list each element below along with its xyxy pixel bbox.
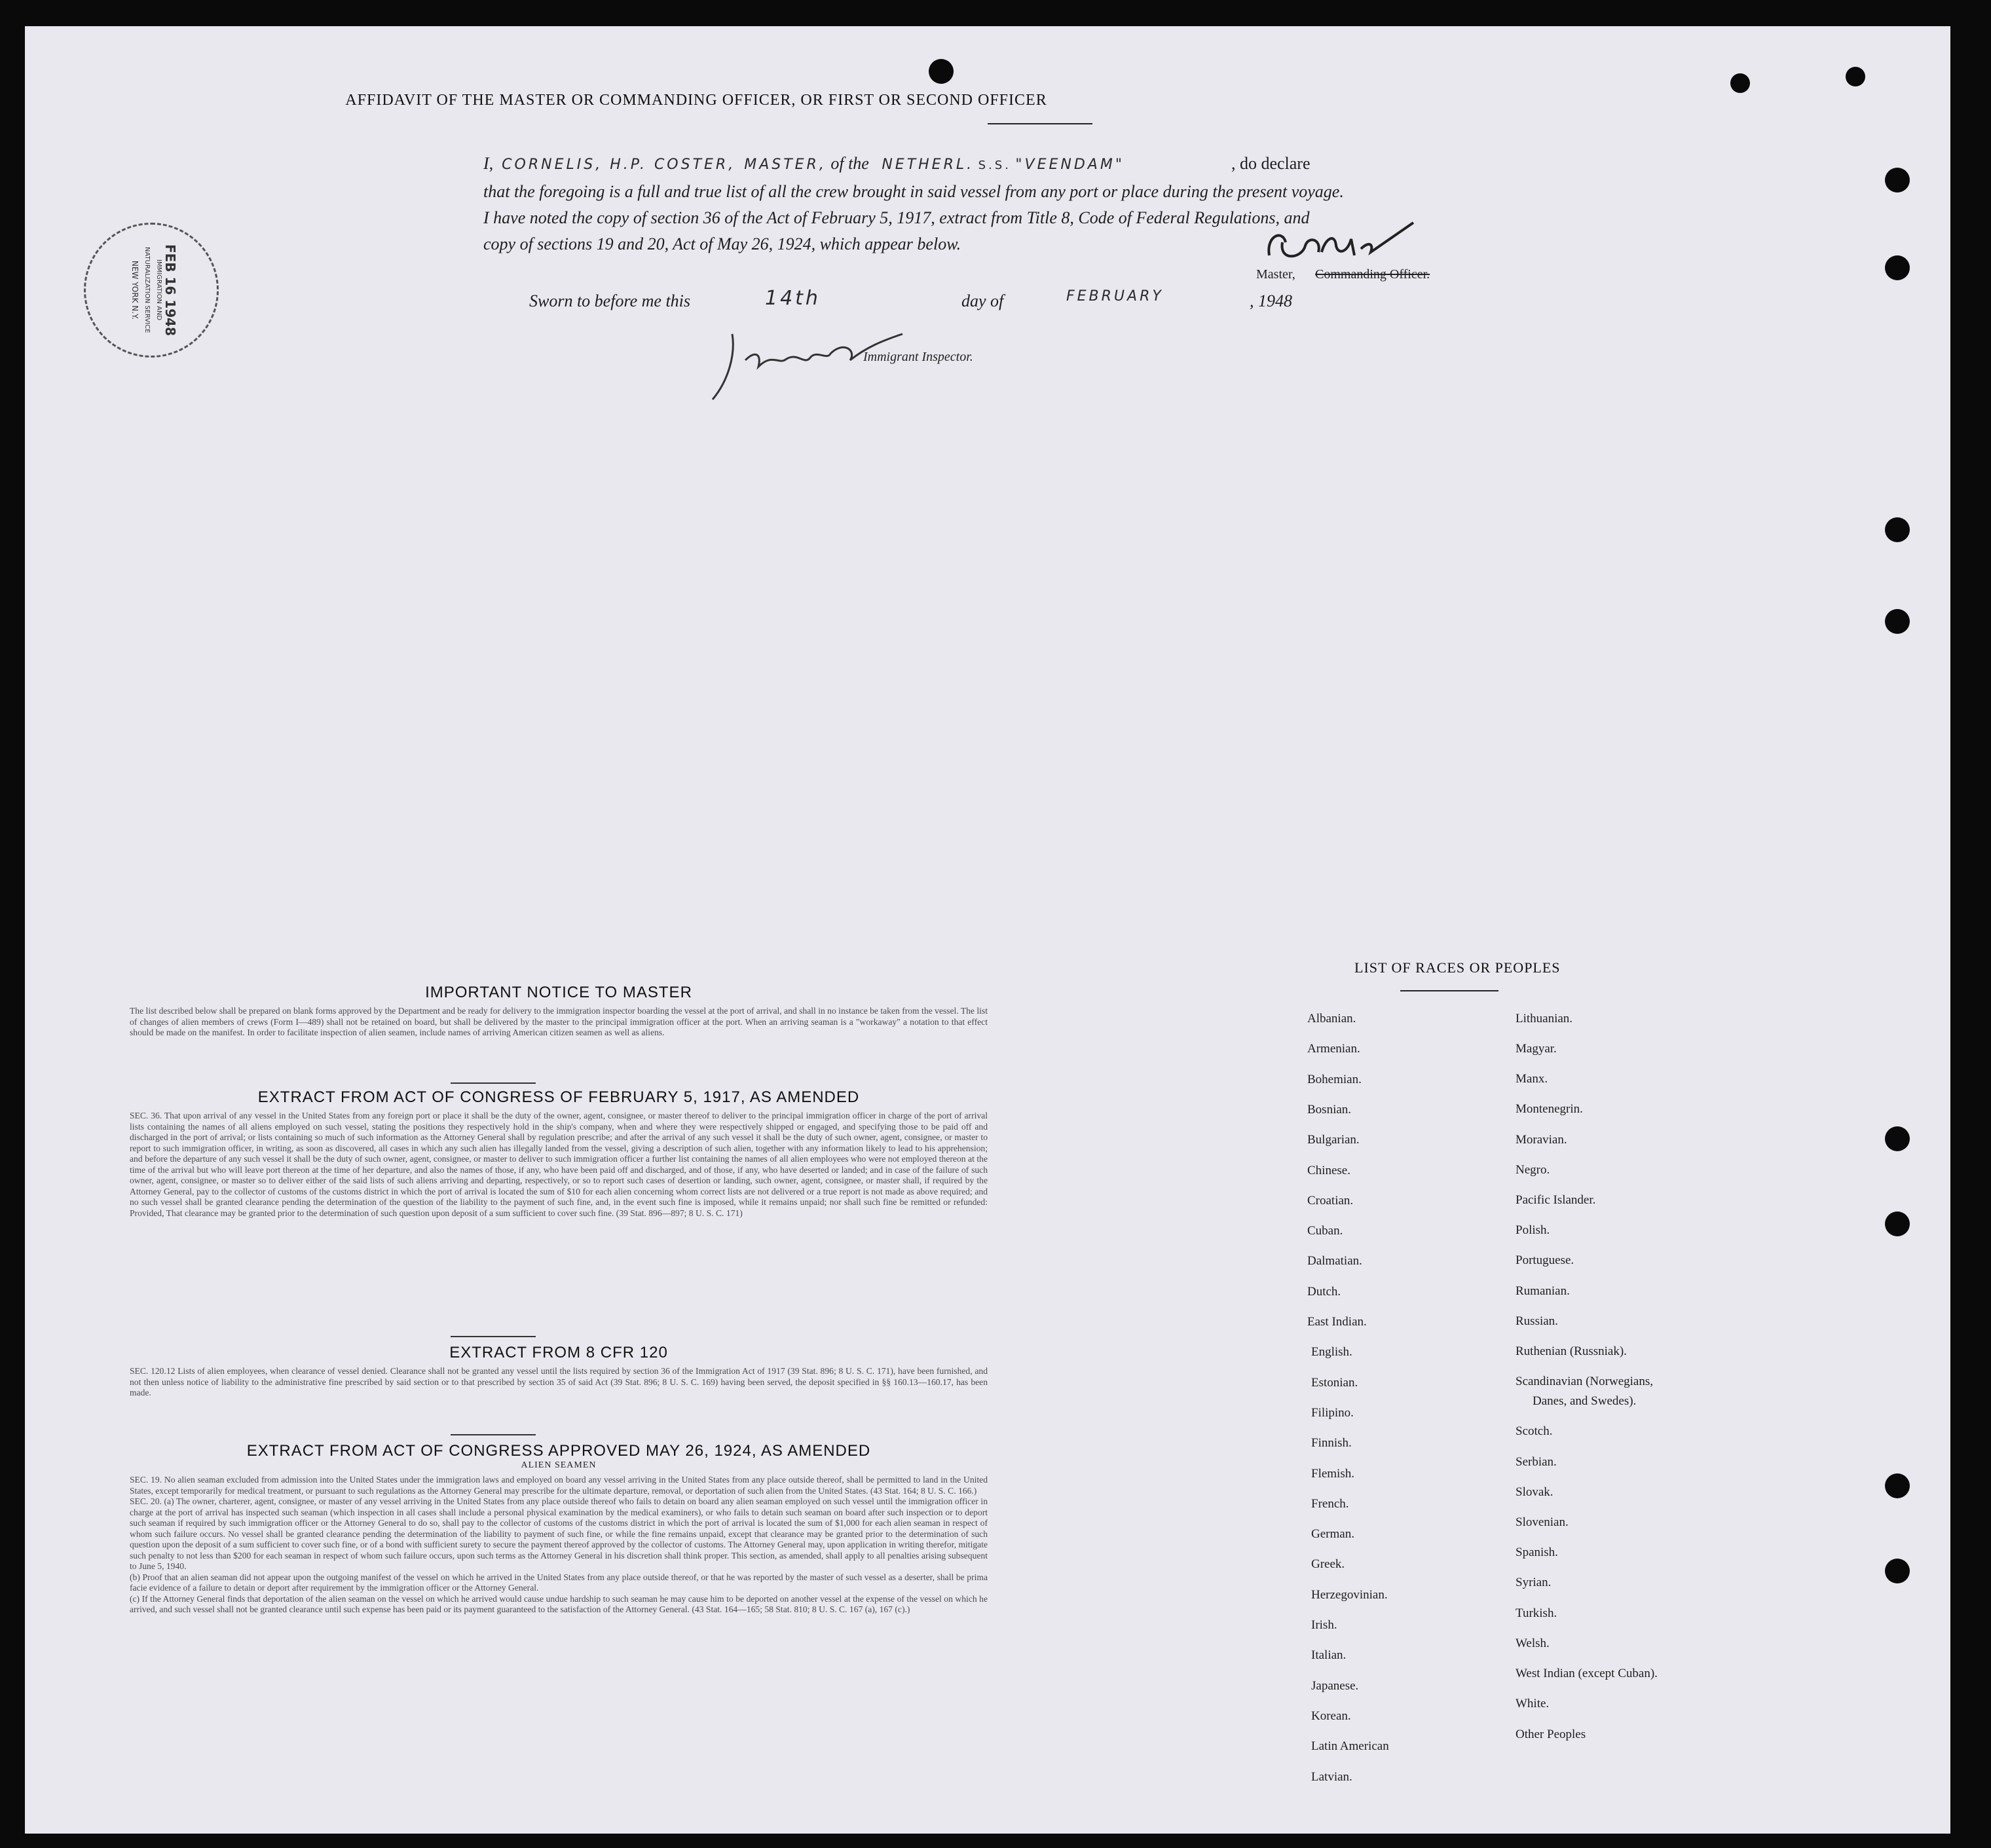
race-item: Slovak. (1516, 1485, 1554, 1499)
race-item: Chinese. (1307, 1163, 1350, 1177)
punch-hole (1885, 1559, 1910, 1583)
race-item: Serbian. (1516, 1455, 1557, 1469)
vessel-name: "VEENDAM" (1015, 157, 1125, 173)
race-item: Scandinavian (Norwegians, (1516, 1375, 1653, 1388)
race-item: Slovenian. (1516, 1515, 1569, 1529)
punch-hole (1885, 1473, 1910, 1498)
race-item: Herzegovinian. (1311, 1587, 1388, 1602)
race-item: West Indian (except Cuban). (1516, 1667, 1658, 1680)
declarant-name: CORNELIS, H.P. COSTER, (502, 157, 736, 173)
stamp-location: NEW YORK N.Y. (130, 261, 140, 320)
extract-cfr-title: EXTRACT FROM 8 CFR 120 (449, 1344, 668, 1361)
punch-hole (1730, 73, 1750, 93)
extract-1917-text: SEC. 36. That upon arrival of any vessel in the United States from any foreign port or place it shall be the duty of the owner, agent, consignee, or master thereof to deliver to the principal immigration officer in charge of the port of arrival lists containing the names of all aliens employed on such vessel, stating the positions they respectively hold in the ship's company, when and where they were respectively shipped or engaged, and specifying those to be paid off and discharged in the port of arrival; or lists containing so much of such information as the Attorney General shall by regulation prescribe; and after the arrival of any such vessel it shall be the duty of such owner, agent, consignee, or master to report to such immigration officer, in writing, as soon as discovered, all cases in which any such alien has illegally landed from the vessel, giving a description of such alien, together with any information likely to lead to his apprehension; and before the departure of any such vessel it shall be the duty of such owner, agent, consignee, or master to deliver to such immigration officer a further list containing the names of all alien employees who were not employed thereon at the time of the arrival but who will leave port thereon at the time of her departure, and also the names of those, if any, who have been paid off and discharged, and of those, if any, who have deserted or landed; and in case of the failure of such owner, agent, consignee, or master so to deliver either of the said lists of such aliens arriving and departing, respectively, or so to report such cases of desertion or landing, such owner, agent, consignee, or master shall, if required by the Attorney General, pay to the collector of customs of the customs district in which the port of arrival is located the sum of $10 for each alien concerning whom correct lists are not delivered or a true report is not made as above required; and no such vessel shall be granted clearance pending the determination of the question of the liability to the payment of such fine, and, in the event such fine is imposed, while it remains unpaid; nor shall such fine be remitted or refunded: Provided, That clearance may be granted prior to the determination of such question upon deposit of a sum sufficient to cover such fine. (39 Stat. 896—897; 8 U. S. C. 171) (130, 1111, 988, 1218)
race-item: Negro. (1516, 1163, 1550, 1177)
stamp-agency: IMMIGRATION AND NATURALIZATION SERVICE (143, 247, 162, 333)
extract-1917 (130, 1088, 988, 1219)
sworn-label: Sworn to before me this (529, 291, 691, 310)
races-rule (1400, 990, 1498, 991)
punch-hole (1885, 1211, 1910, 1236)
extract-1924 (130, 1442, 988, 1616)
section-rule (451, 1082, 536, 1084)
race-item: Bohemian. (1307, 1072, 1362, 1086)
punch-hole (1885, 609, 1910, 634)
extract-cfr-text: SEC. 120.12 Lists of alien employees, when clearance of vessel denied. Clearance shall not be granted any vessel until the lists required by section 36 of the Immigration Act of 1917 (39 Stat. 896; 8 U. S. C. 171), have been furnished, and not then unless notice of liability to the administrative fine prescribed by said section or to that prescribed by section 35 of said Act (39 Stat. 896; 8 U. S. C. 169) having been served, the deposit specified in §§ 160.13—160.17, has been made. (130, 1366, 988, 1397)
race-item: Korean. (1311, 1709, 1351, 1723)
extract-1924-sec20b: (b) Proof that an alien seaman did not appear upon the outgoing manifest of the vessel on which he arrived in the United States from any place outside thereof, or that he was reported by the master of such vessel as a deserter, shall be prima facie evidence of a failure to detain or deport after requirement by the immigration officer or the Attorney General. (130, 1572, 988, 1593)
master-struck-title: Commanding Officer. (1315, 267, 1430, 282)
race-item: Latvian. (1311, 1769, 1352, 1784)
race-item: Italian. (1311, 1648, 1347, 1663)
of-the-label: of the (830, 154, 869, 173)
race-item: Finnish. (1311, 1436, 1352, 1451)
inspector-label: Immigrant Inspector. (863, 350, 973, 364)
race-item: Japanese. (1311, 1678, 1359, 1693)
master-signature-text (1263, 216, 1290, 219)
section-rule (451, 1336, 536, 1337)
affidavit-title: AFFIDAVIT OF THE MASTER OR COMMANDING OFFICER, OR FIRST OR SECOND OFFICER (345, 92, 1047, 109)
race-item: Ruthenian (Russniak). (1516, 1344, 1627, 1358)
vessel-type: S.S. (978, 158, 1011, 172)
race-item: Latin American (1311, 1739, 1389, 1754)
race-item: Albanian. (1307, 1012, 1356, 1026)
race-item: Pacific Islander. (1516, 1193, 1596, 1207)
race-item: Moravian. (1516, 1133, 1567, 1147)
race-item: Greek. (1311, 1557, 1345, 1572)
extract-1924-sec19: SEC. 19. No alien seaman excluded from admission into the United States under the immigration laws and employed on board any vessel arriving in the United States from any place outside thereof, shall be permitted to land in the United States, except temporarily for medical treatment, or pursuant to such regulations as the Attorney General may prescribe for the ultimate departure, removal, or deportation of such alien from the United States. (43 Stat. 164; 8 U. S. C. 166.) (130, 1475, 988, 1496)
extract-1924-sec20c: (c) If the Attorney General finds that deportation of the alien seaman on the vessel on which he arrived would cause undue hardship to such seaman he may cause him to be deported on another vessel at the expense of the vessel on which he arrived, and such vessel shall not be granted clearance until such expense has been paid or its payment guaranteed to the satisfaction of the Attorney General. (43 Stat. 164—165; 58 Stat. 810; 8 U. S. C. 167 (a), 167 (c).) (130, 1593, 988, 1614)
race-item: Flemish. (1311, 1466, 1354, 1481)
race-item: Lithuanian. (1516, 1012, 1573, 1026)
do-declare-label: , do declare (1231, 154, 1311, 173)
section-rule (451, 1434, 536, 1435)
races-title: LIST OF RACES OR PEOPLES (1354, 959, 1561, 976)
punch-hole (1885, 1126, 1910, 1151)
race-item: Spanish. (1516, 1545, 1558, 1559)
extract-1924-sec20a: SEC. 20. (a) The owner, charterer, agent, consignee, or master of any vessel arriving in the United States from any place outside thereof who fails to detain on board any alien seaman employed on such vessel until the immigration officer in charge at the port of arrival has inspected such seaman (which inspection in all cases shall include a personal physical examination by the medical examiners), or who fails to detain such seaman on board after such inspection or to deport such seaman if required by such immigration officer or the Attorney General to do so, shall pay to the collector of customs of the customs district in which the port of arrival is located the sum of $1,000 for each alien seaman in respect of whom such failure occurs. No vessel shall be granted clearance pending the determination of the liability to payment of such fine, or while the fine remains unpaid, except that clearance may be granted prior to the determination of such question upon the deposit of a sum sufficient to cover such fine, or of a bond with sufficient surety to secure the payment thereof approved by the collector of customs. The Attorney General may, upon application in writing therefor, mitigate such penalty to not less than $200 for each seaman in respect of whom such failure occurs, upon such terms as the Attorney General in his discretion shall think proper. This section, as amended, shall apply to all penalties arising subsequent to June 5, 1940. (130, 1496, 988, 1571)
race-item: English. (1311, 1345, 1352, 1359)
document-page (25, 26, 1950, 1834)
extract-1917-title: EXTRACT FROM ACT OF CONGRESS OF FEBRUARY 5, 1917, AS AMENDED (257, 1088, 860, 1106)
notice-text: The list described below shall be prepared on blank forms approved by the Department and be ready for delivery to the immigration inspector boarding the vessel at the port of arrival, and shall in no instance be taken from the vessel. The list of changes of alien members of crews (Form I—489) shall not be retained on board, but shall be delivered by the master to the principal immigration officer at the port. When an arriving seaman is a "workaway" a notation to that effect should be made on the manifest. In order to facilitate inspection of alien seamen, include names of arriving American citizen seamen as well as aliens. (130, 1006, 988, 1037)
race-item: Welsh. (1516, 1636, 1550, 1650)
punch-hole (929, 59, 954, 84)
punch-hole (1885, 255, 1910, 280)
sworn-year: , 1948 (1250, 291, 1292, 310)
race-item: Estonian. (1311, 1375, 1358, 1390)
race-item: Magyar. (1516, 1042, 1557, 1056)
important-notice (130, 984, 988, 1039)
title-rule (988, 123, 1092, 124)
declaration-line-4: copy of sections 19 and 20, Act of May 26, 1924, which appear below. (483, 234, 961, 253)
stamp-date: FEB 16 1948 (162, 244, 178, 336)
punch-hole (1885, 517, 1910, 542)
declaration-line-2: that the foregoing is a full and true list of all the crew brought in said vessel from any port or place during the present voyage. (483, 182, 1344, 201)
race-item: French. (1311, 1496, 1349, 1511)
race-item: Portuguese. (1516, 1253, 1574, 1267)
race-item: Scotch. (1516, 1424, 1553, 1438)
race-item: Armenian. (1307, 1042, 1360, 1056)
race-item: White. (1516, 1697, 1550, 1710)
race-item: Russian. (1516, 1314, 1558, 1328)
punch-hole (1885, 168, 1910, 193)
immigration-stamp (84, 223, 219, 358)
declarant-rank: MASTER, (744, 157, 827, 173)
master-label: Master, (1256, 267, 1295, 282)
race-item: Bosnian. (1307, 1102, 1352, 1117)
race-item: Polish. (1516, 1223, 1550, 1237)
race-item: Syrian. (1516, 1576, 1552, 1589)
race-item: Dalmatian. (1307, 1254, 1362, 1268)
punch-hole (1846, 67, 1865, 86)
race-item: Other Peoples (1516, 1728, 1586, 1741)
race-item: Irish. (1311, 1618, 1337, 1632)
notice-title: IMPORTANT NOTICE TO MASTER (425, 984, 692, 1001)
race-item: Montenegrin. (1516, 1102, 1583, 1116)
race-item: Dutch. (1307, 1284, 1341, 1299)
race-item: Croatian. (1307, 1193, 1354, 1208)
extract-1924-subtitle: ALIEN SEAMEN (521, 1460, 597, 1470)
race-item: Turkish. (1516, 1606, 1557, 1620)
race-item: Rumanian. (1516, 1284, 1570, 1298)
race-item: Bulgarian. (1307, 1133, 1360, 1147)
vessel-line: NETHERL. (882, 157, 975, 173)
race-item: German. (1311, 1527, 1354, 1542)
race-item: Filipino. (1311, 1405, 1354, 1420)
declarant-prefix: I, (483, 154, 494, 173)
declaration-line-1 (483, 151, 1544, 179)
race-item: Danes, and Swedes). (1533, 1394, 1637, 1408)
race-item: East Indian. (1307, 1315, 1367, 1329)
sworn-month: FEBRUARY (1066, 288, 1164, 305)
declaration-line-3: I have noted the copy of section 36 of the Act of February 5, 1917, extract from Title 8, Code of Federal Regulations, and (483, 208, 1310, 227)
inspector-signature-text (706, 314, 741, 317)
race-item: Cuban. (1307, 1224, 1343, 1238)
extract-1924-title: EXTRACT FROM ACT OF CONGRESS APPROVED MAY 26, 1924, AS AMENDED (246, 1442, 871, 1460)
sworn-day: 14th (765, 287, 821, 310)
race-item: Manx. (1516, 1072, 1548, 1086)
day-of-label: day of (961, 291, 1004, 310)
extract-cfr (130, 1344, 988, 1399)
